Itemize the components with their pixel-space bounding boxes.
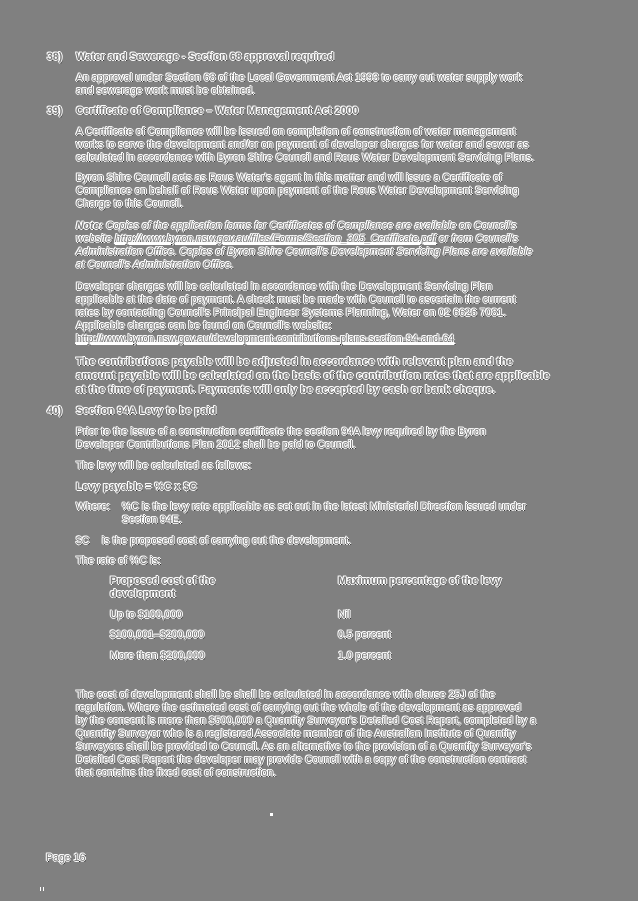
artifact-mark — [270, 813, 273, 816]
table-cell-cost: More than $200,000 — [110, 650, 205, 662]
sc-label: $C — [76, 535, 90, 547]
s39-p3-line: rates by contacting Council's Principal Engineer Systems Planning, Water on 02 6626 7081. — [76, 307, 507, 319]
s39-p1-line: works to serve the development and/or on payment of developer charges for water and sewer as — [76, 139, 529, 151]
table-cell-rate: Nil — [338, 609, 351, 621]
s40-p1-line: Prior to the issue of a construction certificate the section 94A levy required by the Byron — [76, 426, 486, 438]
s39-p3-line: Applicable charges can be found on Council's website: — [76, 320, 332, 332]
cost-para-line: Detailed Cost Report the developer may provide Council with a copy of the construction contract — [76, 754, 527, 766]
section-38-body-line: and sewerage work must be obtained. — [76, 85, 256, 97]
section-40-title: Section 94A Levy to be paid — [76, 405, 217, 417]
levy-formula: Levy payable = %C x $C — [76, 481, 198, 493]
contributions-plans-link[interactable]: http://www.byron.nsw.gov.au/development-contributions-plans-section-94-and-64 — [76, 333, 455, 345]
cost-para-line: Quantity Surveyor who is a registered Associate member of the Australian Institute of Quantity — [76, 728, 516, 740]
artifact-mark — [40, 887, 44, 891]
s39-p2-line: Charge to this Council. — [76, 198, 184, 210]
sc-text: is the proposed cost of carrying out the development. — [102, 535, 352, 547]
rate-intro: The rate of %C is: — [76, 555, 161, 567]
table-header-cost: Proposed cost of the — [110, 575, 216, 587]
s39-note-line1 — [76, 220, 517, 233]
s39-p2-line: Byron Shire Council acts as Rous Water's agent in this matter and will issue a Certificate of — [76, 172, 503, 184]
s40-p1-line: Developer Contributions Plan 2012 shall be paid to Council. — [76, 439, 356, 451]
s40-p2: The levy will be calculated as follows: — [76, 460, 252, 472]
s39-p4-line: amount payable will be calculated on the basis of the contribution rates that are applicable — [76, 370, 550, 382]
section-39-number: 39) — [47, 105, 63, 117]
page-number: Page 16 — [46, 852, 86, 864]
section-38-number: 38) — [47, 51, 63, 63]
table-cell-cost: $100,001–$200,000 — [110, 629, 205, 641]
where-line2: Section 94E. — [122, 514, 183, 526]
table-cell-rate: 1.0 percent — [338, 650, 392, 662]
cost-para-line: by the consent is more than $500,000 a Quantity Surveyor's Detailed Cost Report, completed by a — [76, 715, 537, 727]
cost-para-line: that contains the fixed cost of construction. — [76, 767, 277, 779]
where-line1: %C is the levy rate applicable as set out in the latest Ministerial Direction issued under — [122, 501, 526, 513]
s39-p2-line: Compliance on behalf of Rous Water upon payment of the Rous Water Development Servicing — [76, 185, 519, 197]
section-39-title: Certificate of Compliance – Water Management Act 2000 — [76, 105, 359, 117]
s39-p4-line: at the time of payment. Payments will only be accepted by cash or bank cheque. — [76, 384, 496, 396]
note-label: Note: — [76, 220, 104, 232]
note-text: or from Council's — [436, 233, 519, 245]
s39-p1-line: calculated in accordance with Byron Shire Council and Rous Water Development Servicing Plans. — [76, 152, 535, 164]
cost-para-line: The cost of development shall be shall be calculated in accordance with clause 25J of the — [76, 689, 496, 701]
section-40-number: 40) — [47, 405, 63, 417]
table-cell-cost: Up to $100,000 — [110, 609, 183, 621]
s39-note-line2 — [76, 233, 518, 246]
s39-p1-line: A Certificate of Compliance will be issued on completion of construction of water management — [76, 126, 516, 138]
table-header-percentage: Maximum percentage of the levy — [338, 575, 502, 587]
s39-p3-line: Developer charges will be calculated in accordance with the Development Servicing Plan — [76, 281, 493, 293]
cost-para-line: Surveyors shall be provided to Council. As an alternative to the provision of a Quantity Surveyor's — [76, 741, 532, 753]
s39-p4-line: The contributions payable will be adjusted in accordance with relevant plan and the — [76, 356, 514, 368]
note-text: website — [76, 233, 115, 245]
table-cell-rate: 0.5 percent — [338, 629, 392, 641]
table-header-cost-cont: development — [110, 588, 176, 600]
section-38-body-line: An approval under Section 68 of the Local Government Act 1993 to carry out water supply work — [76, 72, 523, 84]
s39-note-line3: Administration Office. Copies of Byron Shire Council's Development Servicing Plans are available — [76, 246, 533, 258]
s39-note-line4: at Council's Administration Office. — [76, 259, 234, 271]
section-38-title: Water and Sewerage - Section 68 approval required — [76, 51, 335, 63]
s39-p3-line: applicable at the date of payment. A check must be made with Council to ascertain the current — [76, 294, 516, 306]
cost-para-line: regulation. Where the estimated cost of carrying out the whole of the development as approved — [76, 702, 522, 714]
note-text: Copies of the application forms for Certificates of Compliance are available on Council's — [103, 220, 517, 232]
where-label: Where: — [76, 501, 111, 513]
certificate-form-link[interactable]: http://www.byron.nsw.gov.au/files/Forms/Section_305_Certificate.pdf — [114, 233, 437, 245]
